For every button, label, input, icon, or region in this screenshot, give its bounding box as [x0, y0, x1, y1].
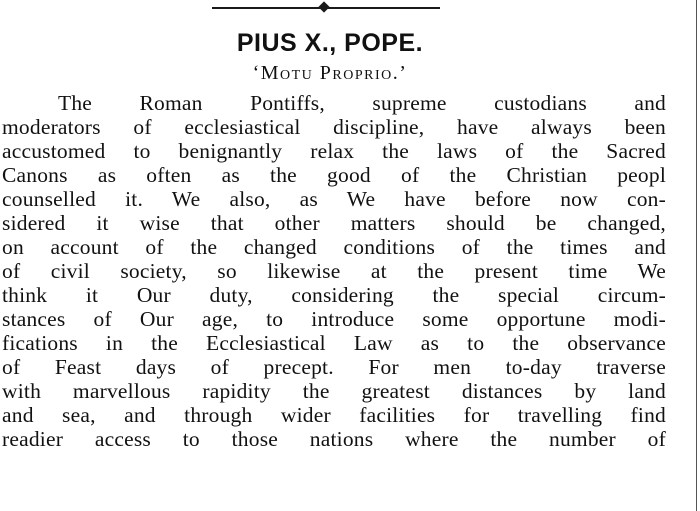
article-title: PIUS X., POPE.: [236, 29, 424, 57]
text-line: moderators of ecclesiastical discipline, have always been: [2, 115, 666, 139]
text-line: with marvellous rapidity the greatest distances by land: [2, 379, 666, 403]
text-line: Canons as often as the good of the Christian peopl: [2, 163, 666, 187]
article-body: [2, 91, 666, 451]
text-line: stances of Our age, to introduce some opportune modi-: [2, 307, 666, 331]
diamond-ornament-icon: [318, 1, 329, 12]
column-border: [696, 0, 697, 511]
text-line: and sea, and through wider facilities for travelling find: [2, 403, 666, 427]
text-line: accustomed to benignantly relax the laws of the Sacred: [2, 139, 666, 163]
text-line: of Feast days of precept. For men to-day traverse: [2, 355, 666, 379]
article-subtitle: ‘Motu Proprio.’: [252, 62, 408, 84]
text-line: readier access to those nations where the number of: [2, 427, 666, 451]
text-line: counselled it. We also, as We have before now con-: [2, 187, 666, 211]
text-line: on account of the changed conditions of the times and: [2, 235, 666, 259]
ornamental-rule: [212, 3, 440, 13]
text-line: fications in the Ecclesiastical Law as to the observance: [2, 331, 666, 355]
text-line: sidered it wise that other matters should be changed,: [2, 211, 666, 235]
text-line: of civil society, so likewise at the present time We: [2, 259, 666, 283]
text-line: The Roman Pontiffs, supreme custodians and: [58, 91, 666, 115]
text-line: think it Our duty, considering the special circum-: [2, 283, 666, 307]
